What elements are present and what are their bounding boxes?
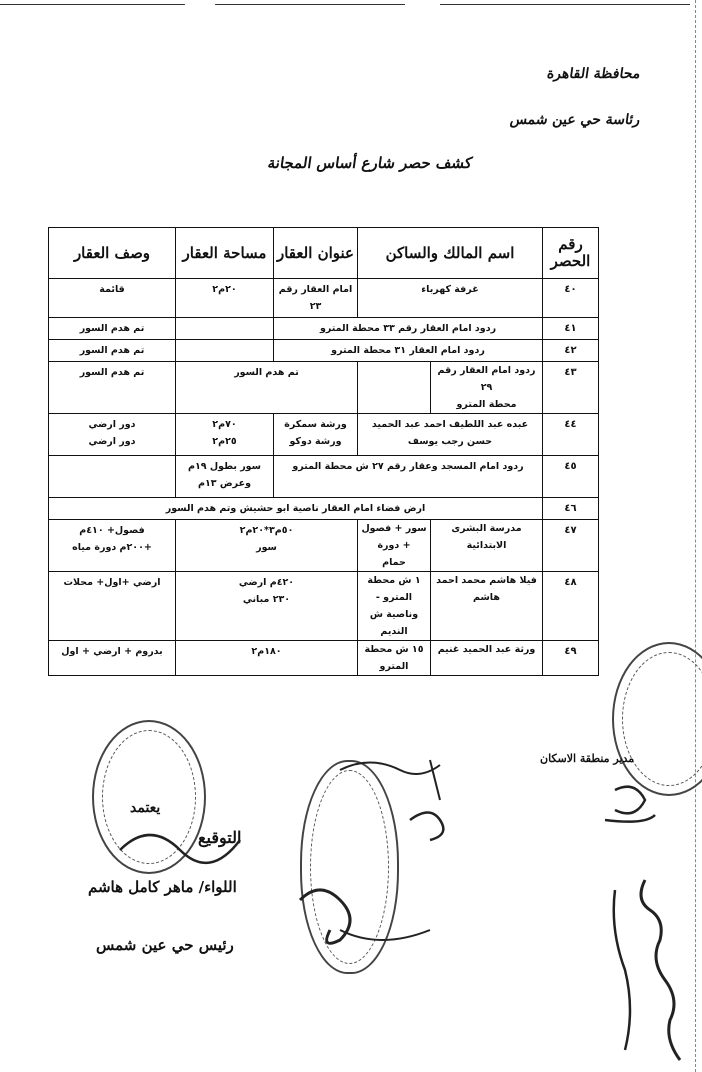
area-cell: ٢٠م٢ bbox=[176, 279, 274, 318]
table-row bbox=[49, 641, 599, 676]
handwritten-signature-left bbox=[110, 810, 250, 890]
description-cell: تم هدم السور bbox=[49, 340, 176, 362]
table-header-row bbox=[49, 228, 599, 279]
table-row bbox=[49, 572, 599, 641]
description-cell: تم هدم السور bbox=[49, 318, 176, 340]
description-cell: ارضي +اول+ محلات bbox=[49, 572, 176, 641]
row-number: ٤٤ bbox=[543, 414, 599, 456]
area-line-1: ٤٢٠م ارضي bbox=[238, 577, 295, 588]
row-number: ٤٦ bbox=[543, 498, 599, 520]
governorate-header: محافظة القاهرة bbox=[545, 66, 642, 82]
row-number: ٤٢ bbox=[543, 340, 599, 362]
table-row bbox=[49, 456, 599, 498]
area-cell: ١٨٠م٢ bbox=[176, 641, 358, 676]
description-line-1: فصول+ ٤١٠م bbox=[79, 525, 145, 536]
header-address: عنوان العقار bbox=[274, 228, 358, 279]
row-number: ٤٣ bbox=[543, 362, 599, 414]
top-border-right bbox=[440, 4, 690, 5]
owner-cell: ردود امام المسجد وعقار رقم ٢٧ ش محطة المترو bbox=[274, 456, 543, 498]
owner-cell bbox=[358, 414, 543, 456]
area-cell bbox=[176, 340, 274, 362]
owner-cell bbox=[358, 641, 543, 676]
area-cell bbox=[176, 520, 358, 572]
row-number: ٤٩ bbox=[543, 641, 599, 676]
area-cell bbox=[176, 318, 274, 340]
table-row bbox=[49, 318, 599, 340]
table-row bbox=[49, 520, 599, 572]
description-cell bbox=[49, 456, 176, 498]
description-cell bbox=[49, 414, 176, 456]
address-cell: تم هدم السور bbox=[176, 362, 358, 414]
handwritten-signature-center bbox=[280, 740, 480, 970]
area-line-1: سور بطول ١٩م bbox=[188, 461, 261, 472]
owner-line-1: عبده عبد اللطيف احمد عبد الحميد bbox=[371, 419, 529, 430]
owner-line-1: مدرسة البشرى الابتدائية bbox=[430, 520, 542, 571]
inventory-table bbox=[48, 227, 599, 676]
owner-cell bbox=[358, 362, 543, 414]
row-number: ٤١ bbox=[543, 318, 599, 340]
description-line-1: دور ارضي bbox=[88, 419, 136, 430]
table-row bbox=[49, 414, 599, 456]
owner-cell: ارض فضاء امام العقار ناصية ابو حشيش وتم هدم السور bbox=[49, 498, 543, 520]
address-line-2: حمام bbox=[382, 557, 406, 568]
address-line-1: ١٥ ش محطة المترو bbox=[364, 644, 424, 672]
header-area: مساحة العقار bbox=[176, 228, 274, 279]
area-line-2: وعرض ١٣م bbox=[198, 478, 251, 489]
handwritten-signature-right bbox=[575, 770, 695, 1070]
description-line-2: +٢٠٠م دورة مياه bbox=[72, 542, 152, 553]
approved-stamp-word: يعتمد bbox=[130, 800, 161, 816]
area-line-2: سور bbox=[256, 542, 277, 553]
signatory-title: رئيس حي عين شمس bbox=[96, 936, 234, 954]
row-number: ٤٨ bbox=[543, 572, 599, 641]
address-line-1: سور + فصول + دورة bbox=[361, 523, 427, 551]
owner-line-1: ردود امام العقار رقم ٢٩ bbox=[437, 365, 536, 393]
owner-line-2: هاشم bbox=[473, 592, 500, 603]
table-row bbox=[49, 498, 599, 520]
district-header: رئاسة حي عين شمس bbox=[508, 112, 642, 128]
owner-cell: ردود امام العقار رقم ٣٣ محطة المترو bbox=[274, 318, 543, 340]
owner-cell: غرفة كهرباء bbox=[358, 279, 543, 318]
description-line-2: دور ارضي bbox=[88, 436, 136, 447]
address-line-1: ورشة سمكرة bbox=[284, 419, 347, 430]
signatory-name: اللواء/ ماهر كامل هاشم bbox=[88, 878, 237, 896]
table-row bbox=[49, 362, 599, 414]
table-row bbox=[49, 340, 599, 362]
address-cell bbox=[274, 414, 358, 456]
area-line-1: ٧٠م٢ bbox=[212, 419, 237, 430]
owner-cell bbox=[358, 572, 543, 641]
row-number: ٤٧ bbox=[543, 520, 599, 572]
top-border-mid bbox=[215, 4, 405, 5]
owner-line-1: ورثة عبد الحميد غنيم bbox=[430, 641, 542, 675]
housing-director-label: مدير منطقة الاسكان bbox=[540, 752, 635, 765]
address-cell: امام العقار رقم ٢٣ bbox=[274, 279, 358, 318]
owner-line-2: محطة المترو bbox=[456, 399, 517, 410]
row-number: ٤٠ bbox=[543, 279, 599, 318]
area-line-2: ٢٣٠ مباني bbox=[242, 594, 291, 605]
description-cell bbox=[49, 520, 176, 572]
area-cell bbox=[176, 456, 274, 498]
area-cell bbox=[176, 414, 274, 456]
owner-line-2: حسن رجب يوسف bbox=[407, 436, 493, 447]
table-row bbox=[49, 279, 599, 318]
header-number: رقم الحصر bbox=[543, 228, 599, 279]
header-description: وصف العقار bbox=[49, 228, 176, 279]
address-line-2: ورشة دوكو bbox=[289, 436, 342, 447]
address-line-2: وناصية ش النديم bbox=[369, 609, 419, 637]
description-cell: بدروم + ارضي + اول bbox=[49, 641, 176, 676]
area-cell bbox=[176, 572, 358, 641]
owner-cell: ردود امام العقار ٣١ محطة المترو bbox=[274, 340, 543, 362]
top-border-left bbox=[0, 4, 185, 5]
address-line-1: ١ ش محطة المترو - bbox=[367, 575, 421, 603]
description-cell: تم هدم السور bbox=[49, 362, 176, 414]
row-number: ٤٥ bbox=[543, 456, 599, 498]
page-title: كشف حصر شارع أساس المجانة bbox=[266, 154, 474, 172]
area-line-2: ٢٥م٢ bbox=[212, 436, 237, 447]
owner-line-1: فيلا هاشم محمد احمد bbox=[436, 575, 537, 586]
header-owner: اسم المالك والساكن bbox=[358, 228, 543, 279]
area-line-1: ٥٠م٣*٢٠م٢ bbox=[239, 525, 294, 536]
description-cell: قائمة bbox=[49, 279, 176, 318]
owner-cell bbox=[358, 520, 543, 572]
signature-label: التوقيع bbox=[198, 828, 242, 847]
